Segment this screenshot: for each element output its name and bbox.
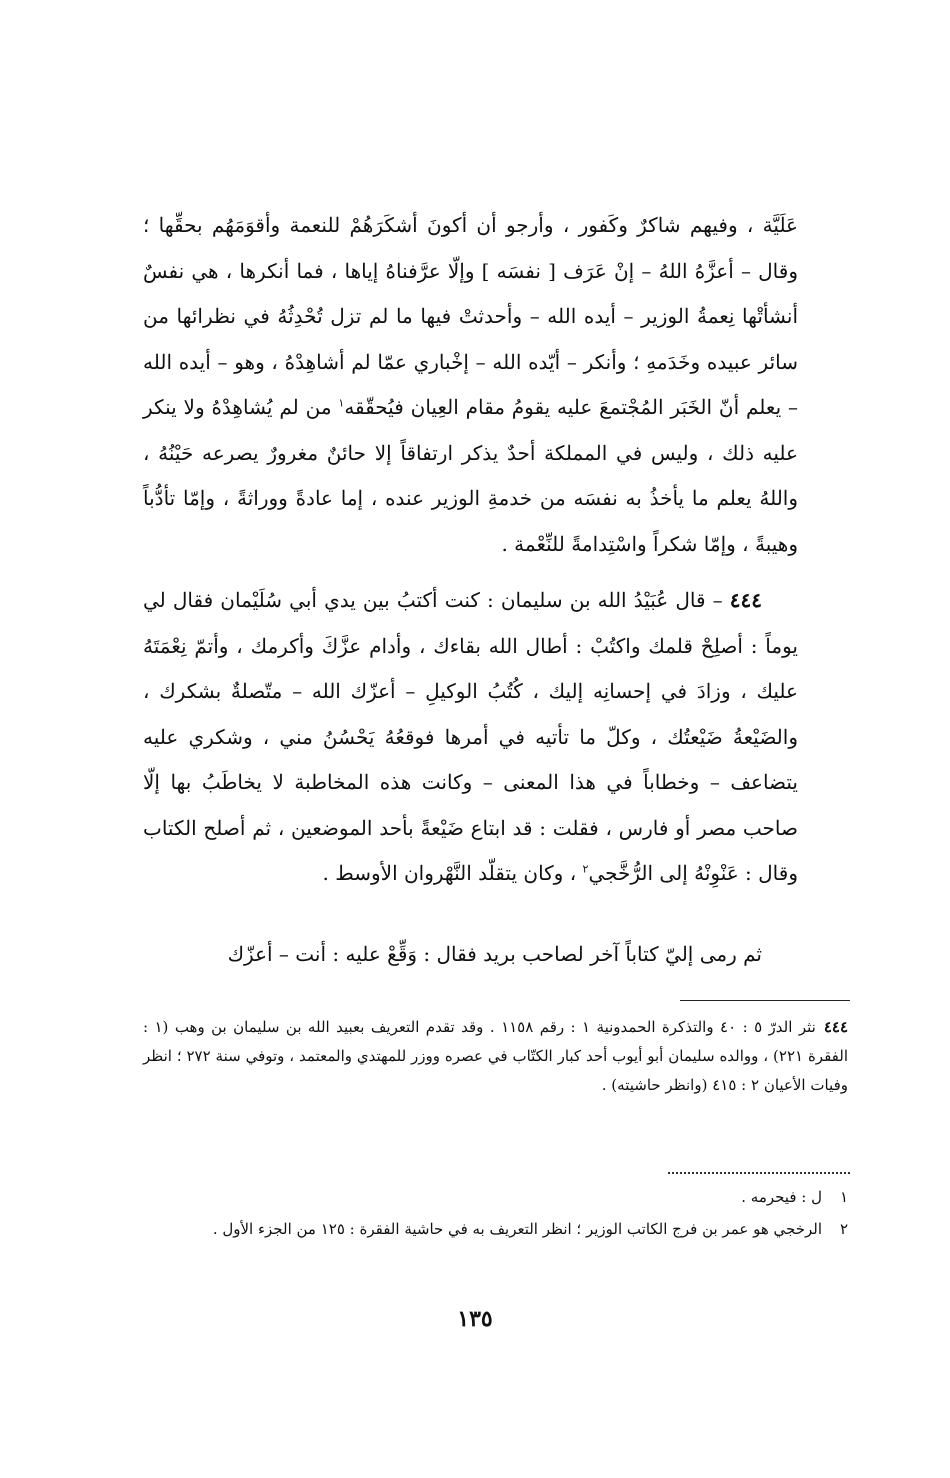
footnote-marker: ١	[839, 1188, 848, 1206]
paragraph-number: ٤٤٤	[729, 588, 762, 612]
paragraph-continued	[143, 203, 798, 567]
page-number: ١٣٥	[457, 1306, 493, 1332]
paragraph-last	[143, 932, 798, 978]
paragraph-444	[143, 578, 798, 897]
footnote-text: نثر الدرّ ٥ : ٤٠ والتذكرة الحمدونية ١ : رقم ١١٥٨ . وقد تقدم التعريف بعبيد الله بن سليمان بن وهب (١ : الفقرة ٢٢١) ، ووالده سليمان أبو أيوب أحد كبار الكتّاب في عصره ووزر للمهتدي والمعتمد ، وتوفي سنة ٢٧٢ ؛ انظر وفيات الأعيان ٢ : ٤١٥ (وانظر حاشيته) .	[143, 1018, 849, 1094]
footnote-2	[143, 1215, 848, 1244]
paragraph-text-continued: من لم يُشاهِدْهُ ولا ينكر عليه ذلك ، وليس في المملكة أحدٌ يذكر ارتفاقاً إلا حائنٌ مغرورٌ يصرعه حَيْنُهُ ، واللهُ يعلم ما يأخذُ به نفسَه من خدمةِ الوزير عنده ، إما عادةً ووراثةً ، وإمّا تأدُّباً وهيبةً ، وإمّا شكراً واسْتِدامةً للنِّعْمة .	[143, 395, 798, 556]
paragraph-text: – قال عُبَيْدُ الله بن سليمان : كنت أكتبُ بين يدي أبي سُلَيْمان فقال لي يوماً : أصلِحْ قلمك واكتُبْ : أطال الله بقاءك ، وأدام عزَّكَ وأكرمك ، وأتمّ نِعْمَتَهُ عليك ، وزادَ في إحسانِه إليك ، كُتُبُ الوكيلِ – أعزّك الله – متّصلةٌ بشكرك ، والضَيْعةُ ضَيْعتُك ، وكلّ ما تأتيه في أمرها فوقعُهُ يَحْسُنُ مني ، وشكري عليه يتضاعف – وخطاباً في هذا المعنى – وكانت هذه المخاطبة لا يخاطَبُ بها إلّا صاحب مصر أو فارس ، فقلت : قد ابتاع ضَيْعةً بأحد الموضعين ، ثم أصلح الكتاب وقال : عَنْوِنْهُ إلى الرُّخَّجي	[143, 588, 798, 885]
footnote-text: ل : فيحرمه .	[741, 1188, 822, 1206]
footnote-text: الرخجي هو عمر بن فرج الكاتب الوزير ؛ انظر التعريف به في حاشية الفقرة : ١٢٥ من الجزء الأول .	[212, 1220, 822, 1238]
paragraph-text: عَلَيَّة ، وفيهم شاكرٌ وكَفور ، وأرجو أن أكونَ أشكَرَهُمْ للنعمة وأقوَمَهُم بحقِّها ؛ وقال – أعزَّهُ اللهُ – إنْ عَرَف [ نفسَه ] وإلّا عرَّفناهُ إياها ، فما أنكرها ، هي نفسٌ أنشأتْها نِعمةُ الوزير – أيده الله – وأحدثتْ فيها ما لم تزل تُحْدِثُهُ في نظرائها من سائر عبيده وخَدَمهِ ؛ وأنكر – أيّده الله – إخْباري عمّا لم أشاهِدْهُ ، وهو – أيده الله – يعلم أنّ الخَبَر المُجْتمعَ عليه يقومُ مقام العِيان فيُحقّقه	[143, 213, 798, 419]
footnote-source-444	[143, 1013, 848, 1100]
footnote-ref-2[interactable]: ٢	[582, 862, 589, 876]
footnote-1	[143, 1183, 848, 1212]
footnote-dotted-separator	[668, 1172, 850, 1174]
footnote-number: ٤٤٤	[823, 1018, 848, 1036]
footnote-ref-1[interactable]: ١	[338, 396, 345, 410]
paragraph-text: ثم رمى إليّ كتاباً آخر لصاحب بريد فقال : وَقِّعْ عليه : أنت – أعزّك	[227, 942, 762, 966]
paragraph-text-continued: ، وكان يتقلّد النَّهْروان الأوسط .	[322, 861, 583, 885]
footnote-marker: ٢	[839, 1220, 848, 1238]
footnote-separator	[680, 1000, 850, 1001]
